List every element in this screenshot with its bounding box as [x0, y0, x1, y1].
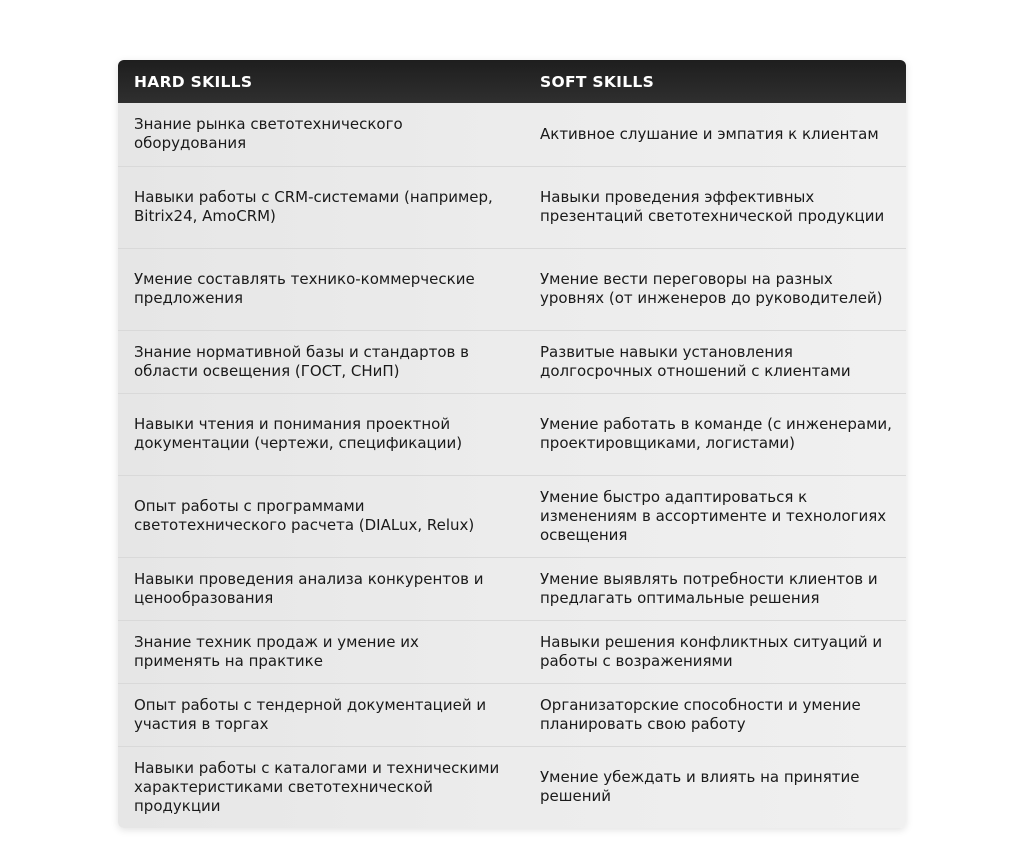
table-row	[118, 330, 906, 393]
soft-skill-cell: Умение быстро адаптироваться к изменениям в ассортименте и технологиях освещения	[524, 475, 906, 557]
table-row	[118, 248, 906, 330]
table-row	[118, 393, 906, 475]
hard-skill-cell: Опыт работы с программами светотехнического расчета (DIALux, Relux)	[118, 475, 524, 557]
table-row	[118, 746, 906, 828]
hard-skill-cell: Знание рынка светотехнического оборудования	[118, 103, 524, 166]
table-row	[118, 620, 906, 683]
hard-skill-cell: Умение составлять технико-коммерческие предложения	[118, 248, 524, 330]
soft-skill-cell: Умение убеждать и влиять на принятие решений	[540, 768, 860, 806]
table-header-row	[118, 60, 906, 103]
hard-skill-cell: Навыки проведения анализа конкурентов и ценообразования	[118, 557, 524, 620]
soft-skill-cell: Активное слушание и эмпатия к клиентам	[524, 103, 906, 166]
hard-skill-cell: Навыки работы с каталогами и техническими характеристиками светотехнической продукции	[134, 758, 500, 815]
table-row	[118, 557, 906, 620]
hard-skill-cell: Навыки чтения и понимания проектной документации (чертежи, спецификации)	[118, 393, 524, 475]
hard-skill-cell: Опыт работы с тендерной документацией и участия в торгах	[118, 683, 524, 746]
soft-skill-cell: Умение работать в команде (с инженерами, проектировщиками, логистами)	[524, 393, 906, 475]
header-hard-skills: HARD SKILLS	[134, 72, 253, 91]
soft-skill-cell: Умение вести переговоры на разных уровнях (от инженеров до руководителей)	[524, 248, 906, 330]
soft-skill-cell: Развитые навыки установления долгосрочных отношений с клиентами	[524, 330, 906, 393]
table-row	[118, 166, 906, 248]
table-row	[118, 103, 906, 166]
soft-skill-cell: Организаторские способности и умение планировать свою работу	[524, 683, 906, 746]
table-row	[118, 683, 906, 746]
soft-skill-cell: Умение выявлять потребности клиентов и предлагать оптимальные решения	[524, 557, 906, 620]
hard-skill-cell: Знание техник продаж и умение их применять на практике	[118, 620, 524, 683]
skills-table	[118, 60, 906, 828]
header-soft-skills: SOFT SKILLS	[540, 72, 655, 91]
hard-skill-cell: Знание нормативной базы и стандартов в области освещения (ГОСТ, СНиП)	[118, 330, 524, 393]
skills-table-card	[118, 60, 906, 828]
table-row	[118, 475, 906, 557]
hard-skill-cell: Навыки работы с CRM-системами (например, Bitrix24, AmoCRM)	[118, 166, 524, 248]
soft-skill-cell: Навыки проведения эффективных презентаций светотехнической продукции	[524, 166, 906, 248]
soft-skill-cell: Навыки решения конфликтных ситуаций и работы с возражениями	[524, 620, 906, 683]
